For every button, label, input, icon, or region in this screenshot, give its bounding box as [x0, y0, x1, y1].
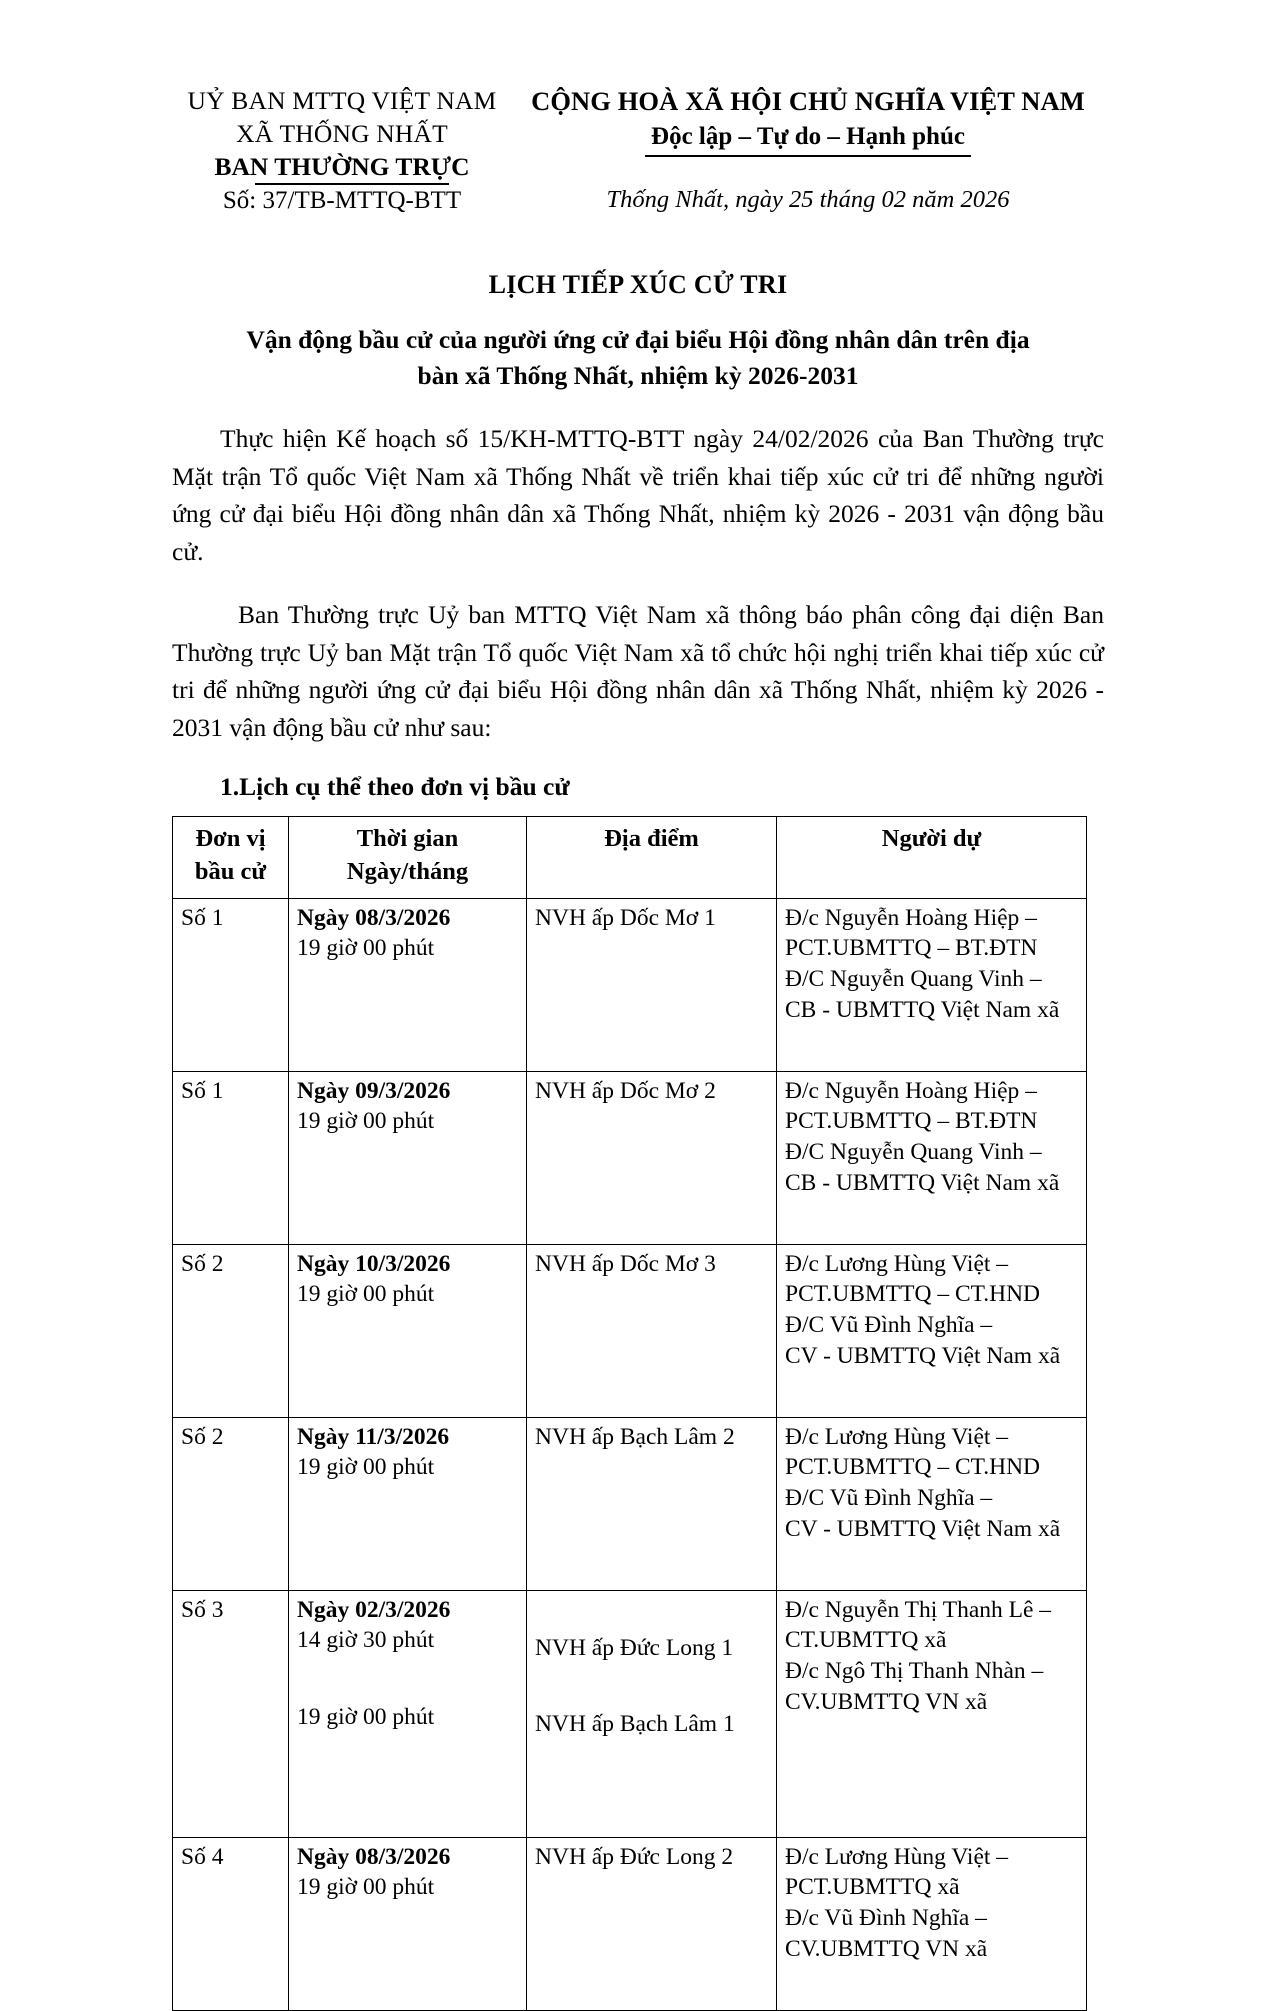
cell-attendees	[777, 1590, 1087, 1837]
meeting-time-2: 19 giờ 00 phút	[297, 1703, 435, 1730]
organization-line-1: UỶ BAN MTTQ VIỆT NAM	[187, 86, 497, 115]
attendee-line: Đ/c Lương Hùng Việt –	[785, 1423, 1009, 1450]
attendee-line: Đ/C Vũ Đình Nghĩa –	[785, 1484, 993, 1511]
cell-electoral-unit: Số 1	[173, 1071, 289, 1244]
location-1: NVH ấp Đức Long 1	[535, 1634, 734, 1661]
schedule-table-head	[173, 817, 1087, 899]
attendee-line: PCT.UBMTTQ xã	[785, 1874, 960, 1901]
attendee-line: Đ/C Vũ Đình Nghĩa –	[785, 1311, 993, 1338]
cell-datetime	[289, 1071, 527, 1244]
attendee-line: CV - UBMTTQ Việt Nam xã	[785, 1515, 1061, 1542]
attendee-line: CV.UBMTTQ VN xã	[785, 1935, 988, 1962]
cell-datetime	[289, 1244, 527, 1417]
column-header-place: Địa điểm	[527, 817, 777, 899]
meeting-date: Ngày 09/3/2026	[297, 1077, 451, 1104]
table-header-row	[173, 817, 1087, 899]
page-subtitle-line-1: Vận động bầu cử của người ứng cử đại biểu Hội đồng nhân dân trên địa	[246, 324, 1030, 354]
schedule-table	[172, 816, 1087, 2011]
table-row	[173, 1244, 1087, 1417]
meeting-time-1: 19 giờ 00 phút	[297, 935, 435, 962]
document-header	[172, 84, 1104, 218]
column-header-people: Người dự	[777, 817, 1087, 899]
attendee-line: CV - UBMTTQ Việt Nam xã	[785, 1342, 1061, 1369]
cell-attendees	[777, 1244, 1087, 1417]
meeting-time-1: 19 giờ 00 phút	[297, 1281, 435, 1308]
organization-line-3: BAN THƯỜNG TRỰC	[214, 150, 469, 183]
cell-location	[527, 1244, 777, 1417]
cell-datetime	[289, 1837, 527, 2010]
body-paragraph-2: Ban Thường trực Uỷ ban MTTQ Việt Nam xã thông báo phân công đại diện Ban Thường trực Uỷ ban Mặt trận Tổ quốc Việt Nam xã tổ chức hội nghị triển khai tiếp xúc cử tri để những người ứng cử đại biểu Hội đồng nhân dân xã Thống Nhất, nhiệm kỳ 2026 - 2031 vận động bầu cử như sau:	[172, 600, 1104, 742]
cell-location	[527, 1837, 777, 2010]
body-paragraph-1: Thực hiện Kế hoạch số 15/KH-MTTQ-BTT ngày 24/02/2026 của Ban Thường trực Mặt trận Tổ quốc Việt Nam xã Thống Nhất về triển khai tiếp xúc cử tri để những người ứng cử đại biểu Hội đồng nhân dân xã Thống Nhất, nhiệm kỳ 2026 - 2031 vận động bầu cử.	[172, 424, 1104, 566]
meeting-time-1: 19 giờ 00 phút	[297, 1454, 435, 1481]
attendee-line: Đ/c Vũ Đình Nghĩa –	[785, 1904, 987, 1931]
attendee-line: CV.UBMTTQ VN xã	[785, 1688, 988, 1715]
cell-datetime	[289, 898, 527, 1071]
meeting-date: Ngày 08/3/2026	[297, 904, 451, 931]
organization-line-2: XÃ THỐNG NHẤT	[236, 119, 448, 149]
national-title: CỘNG HOÀ XÃ HỘI CHỦ NGHĨA VIỆT NAM	[531, 86, 1085, 116]
location-1: NVH ấp Dốc Mơ 1	[535, 904, 716, 931]
meeting-time-1: 19 giờ 00 phút	[297, 1108, 435, 1135]
table-row	[173, 1590, 1087, 1837]
location-1: NVH ấp Dốc Mơ 2	[535, 1077, 716, 1104]
attendee-line: Đ/c Ngô Thị Thanh Nhàn –	[785, 1657, 1044, 1684]
page-subtitle	[172, 322, 1104, 394]
location-1: NVH ấp Dốc Mơ 3	[535, 1250, 716, 1277]
attendee-line: Đ/c Lương Hùng Việt –	[785, 1843, 1009, 1870]
attendee-line: CB - UBMTTQ Việt Nam xã	[785, 996, 1060, 1023]
attendee-line: CB - UBMTTQ Việt Nam xã	[785, 1169, 1060, 1196]
cell-datetime	[289, 1417, 527, 1590]
cell-electoral-unit: Số 2	[173, 1417, 289, 1590]
table-row	[173, 1837, 1087, 2010]
attendee-line: PCT.UBMTTQ – BT.ĐTN	[785, 1108, 1038, 1135]
column-header-time-line-1: Thời gian	[356, 825, 459, 853]
cell-electoral-unit: Số 2	[173, 1244, 289, 1417]
table-row	[173, 898, 1087, 1071]
attendee-line: Đ/c Lương Hùng Việt –	[785, 1250, 1009, 1277]
issuing-organization-block	[172, 84, 512, 218]
cell-attendees	[777, 1837, 1087, 2010]
section-1-heading: 1.Lịch cụ thể theo đơn vị bầu cử	[220, 772, 570, 802]
attendee-line: CT.UBMTTQ xã	[785, 1627, 947, 1654]
column-header-time-line-2: Ngày/tháng	[346, 857, 469, 885]
cell-location	[527, 1071, 777, 1244]
column-header-unit-line-2: bầu cử	[194, 857, 267, 885]
table-row	[173, 1071, 1087, 1244]
schedule-table-body	[173, 898, 1087, 2010]
meeting-time-1: 14 giờ 30 phút	[297, 1627, 435, 1654]
location-1: NVH ấp Bạch Lâm 2	[535, 1423, 735, 1450]
location-spacer	[535, 1663, 768, 1709]
attendee-line: Đ/c Nguyễn Thị Thanh Lê –	[785, 1596, 1052, 1623]
attendee-line: Đ/C Nguyễn Quang Vinh –	[785, 1138, 1042, 1165]
attendee-line: PCT.UBMTTQ – CT.HND	[785, 1454, 1041, 1481]
column-header-unit	[173, 817, 289, 899]
cell-datetime	[289, 1590, 527, 1837]
table-row	[173, 1417, 1087, 1590]
page-subtitle-line-2: bàn xã Thống Nhất, nhiệm kỳ 2026-2031	[417, 361, 859, 391]
time-spacer	[297, 1656, 518, 1702]
meeting-time-1: 19 giờ 00 phút	[297, 1874, 435, 1901]
attendee-line: Đ/c Nguyễn Hoàng Hiệp –	[785, 1077, 1037, 1104]
meeting-date: Ngày 11/3/2026	[297, 1423, 450, 1450]
meeting-date: Ngày 02/3/2026	[297, 1596, 451, 1623]
cell-attendees	[777, 898, 1087, 1071]
cell-location	[527, 898, 777, 1071]
meeting-date: Ngày 10/3/2026	[297, 1250, 451, 1277]
column-header-unit-line-1: Đơn vị	[195, 825, 266, 853]
location-2: NVH ấp Bạch Lâm 1	[535, 1711, 735, 1738]
cell-electoral-unit: Số 1	[173, 898, 289, 1071]
place-and-date: Thống Nhất, ngày 25 tháng 02 năm 2026	[606, 185, 1010, 213]
cell-electoral-unit: Số 4	[173, 1837, 289, 2010]
attendee-line: PCT.UBMTTQ – BT.ĐTN	[785, 935, 1038, 962]
national-heading-block	[512, 84, 1104, 216]
attendee-line: PCT.UBMTTQ – CT.HND	[785, 1281, 1041, 1308]
national-motto: Độc lập – Tự do – Hạnh phúc	[651, 121, 965, 154]
cell-attendees	[777, 1417, 1087, 1590]
cell-location	[527, 1417, 777, 1590]
attendee-line: Đ/c Nguyễn Hoàng Hiệp –	[785, 904, 1037, 931]
meeting-date: Ngày 08/3/2026	[297, 1843, 451, 1870]
page-title: LỊCH TIẾP XÚC CỬ TRI	[488, 269, 788, 299]
attendee-line: Đ/C Nguyễn Quang Vinh –	[785, 965, 1042, 992]
column-header-time	[289, 817, 527, 899]
location-1: NVH ấp Đức Long 2	[535, 1843, 734, 1870]
document-number: Số: 37/TB-MTTQ-BTT	[222, 187, 462, 215]
cell-location	[527, 1590, 777, 1837]
cell-electoral-unit: Số 3	[173, 1590, 289, 1837]
cell-attendees	[777, 1071, 1087, 1244]
